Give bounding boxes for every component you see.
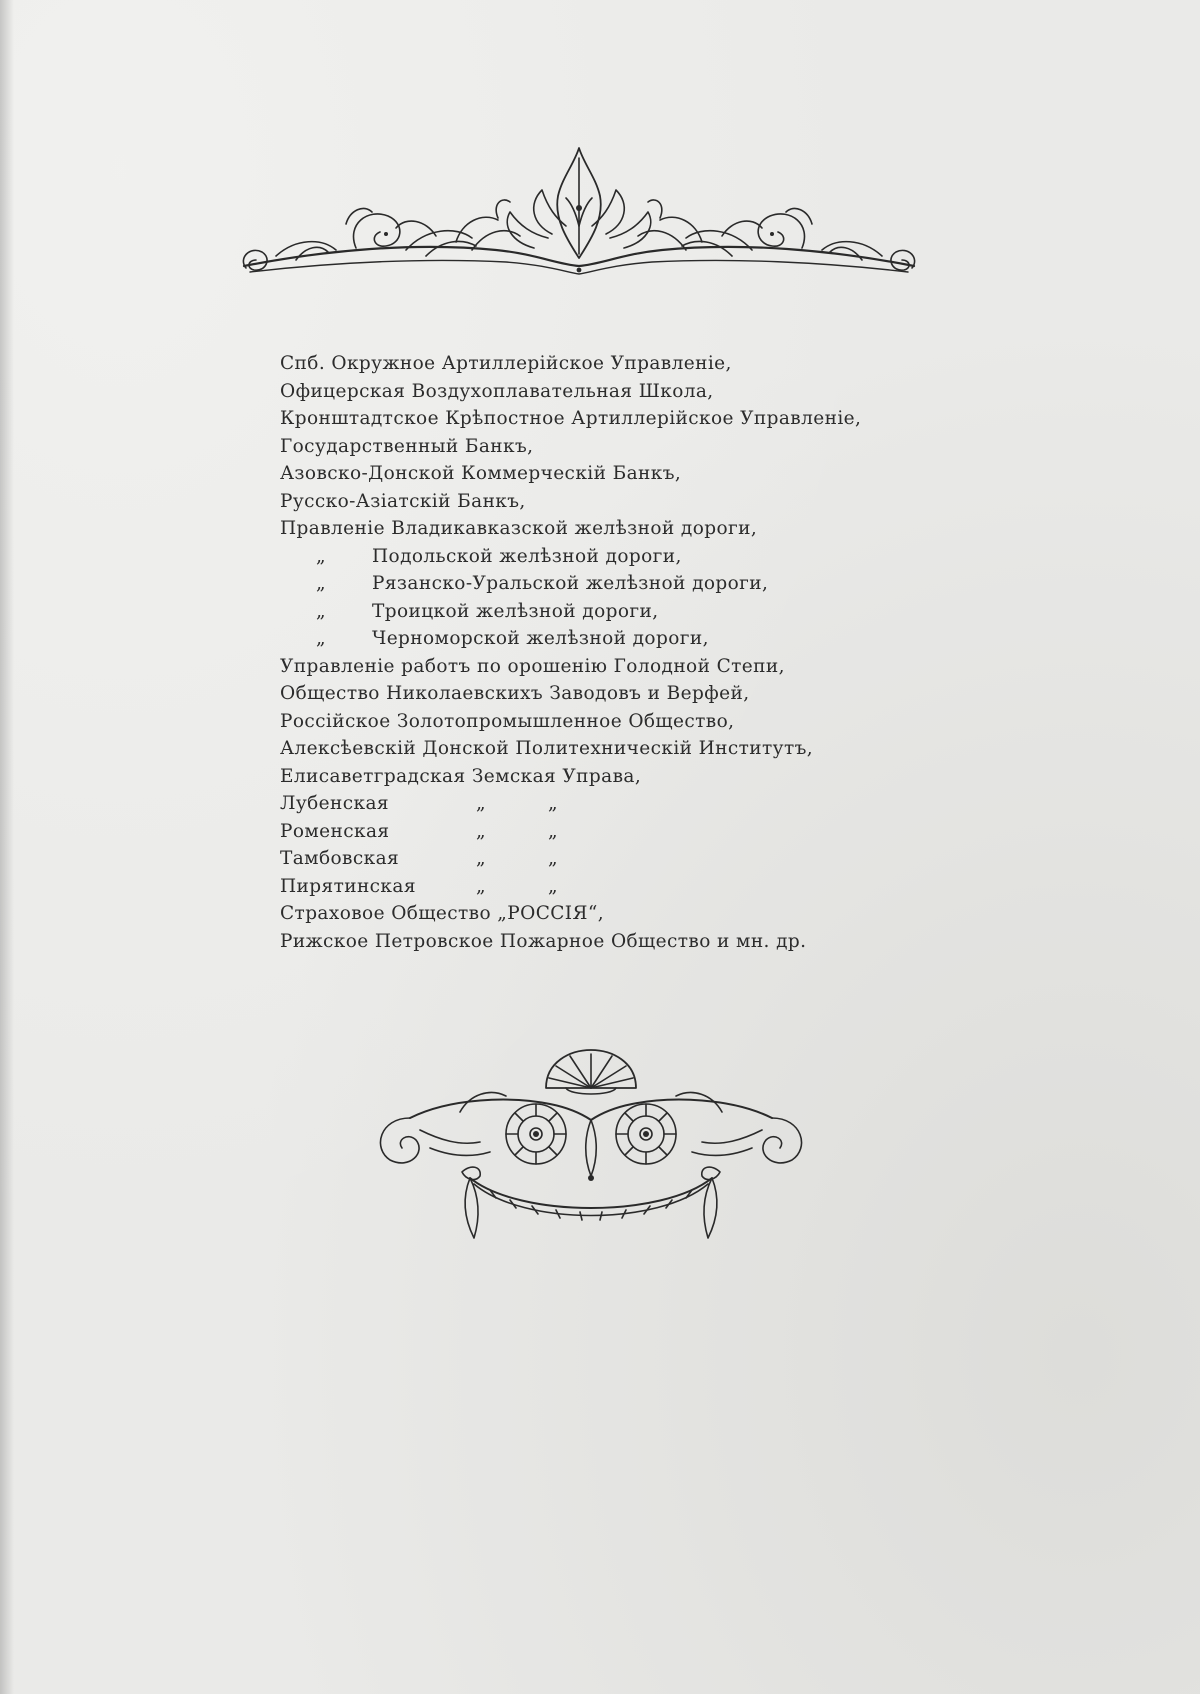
list-item: Азовско-Донской Коммерческій Банкъ,	[280, 463, 682, 484]
list-item-railway	[280, 543, 1040, 571]
ditto-mark: „	[316, 600, 326, 622]
ditto-mark: „	[548, 820, 558, 842]
railway-name: Троицкой желѣзной дороги,	[372, 600, 659, 622]
ditto-mark: „	[548, 848, 558, 869]
list-item-zemstvo	[280, 818, 1040, 846]
ditto-mark: „	[316, 545, 326, 567]
list-item: Рижское Петровское Пожарное Общество и мн. др.	[280, 930, 807, 952]
zemstvo-name: Тамбовская	[280, 848, 400, 869]
list-item-railway	[280, 570, 1040, 598]
list-item: Общество Николаевскихъ Заводовъ и Верфей,	[280, 683, 750, 704]
list-item: Россійское Золотопромышленное Общество,	[280, 710, 735, 732]
railway-name: Подольской желѣзной дороги,	[372, 545, 682, 567]
ditto-mark: „	[476, 875, 486, 897]
list-item: Русско-Азіатскій Банкъ,	[280, 490, 526, 512]
ditto-mark: „	[476, 820, 486, 842]
ditto-mark: „	[316, 573, 326, 594]
list-item-zemstvo	[280, 873, 1040, 901]
list-item: Государственный Банкъ,	[280, 435, 534, 457]
list-item: Управленіе работъ по орошенію Голодной Степи,	[280, 655, 785, 677]
ditto-mark: „	[548, 875, 558, 897]
list-item: Кронштадтское Крѣпостное Артиллерійское Управленіе,	[280, 408, 862, 429]
list-item: Офицерская Воздухоплавательная Школа,	[280, 380, 714, 402]
zemstvo-name: Роменская	[280, 820, 390, 842]
railway-name: Рязанско-Уральской желѣзной дороги,	[372, 573, 769, 594]
list-item-railway	[280, 625, 1040, 653]
ditto-mark: „	[548, 793, 558, 814]
ditto-mark: „	[316, 628, 326, 649]
list-item: Алексѣевскій Донской Политехническій Институтъ,	[280, 738, 814, 759]
list-item-zemstvo	[280, 790, 1040, 818]
ditto-mark: „	[476, 848, 486, 869]
list-item-railway	[280, 598, 1040, 626]
list-item: Спб. Окружное Артиллерійское Управленіе,	[280, 353, 732, 374]
railway-name: Черноморской желѣзной дороги,	[372, 628, 709, 649]
list-item: Страховое Общество „РОССІЯ“,	[280, 903, 604, 924]
top-acanthus-ornament	[236, 138, 922, 298]
list-item: Елисаветградская Земская Управа,	[280, 765, 642, 787]
zemstvo-name: Пирятинская	[280, 875, 416, 897]
ditto-mark: „	[476, 793, 486, 814]
list-item-zemstvo	[280, 845, 1040, 873]
page-edge-shadow	[0, 0, 14, 1694]
zemstvo-name: Лубенская	[280, 793, 389, 814]
bottom-shell-garland-ornament	[370, 1048, 812, 1248]
client-list	[280, 350, 1040, 955]
list-item: Правленіе Владикавказской желѣзной дороги,	[280, 518, 758, 539]
